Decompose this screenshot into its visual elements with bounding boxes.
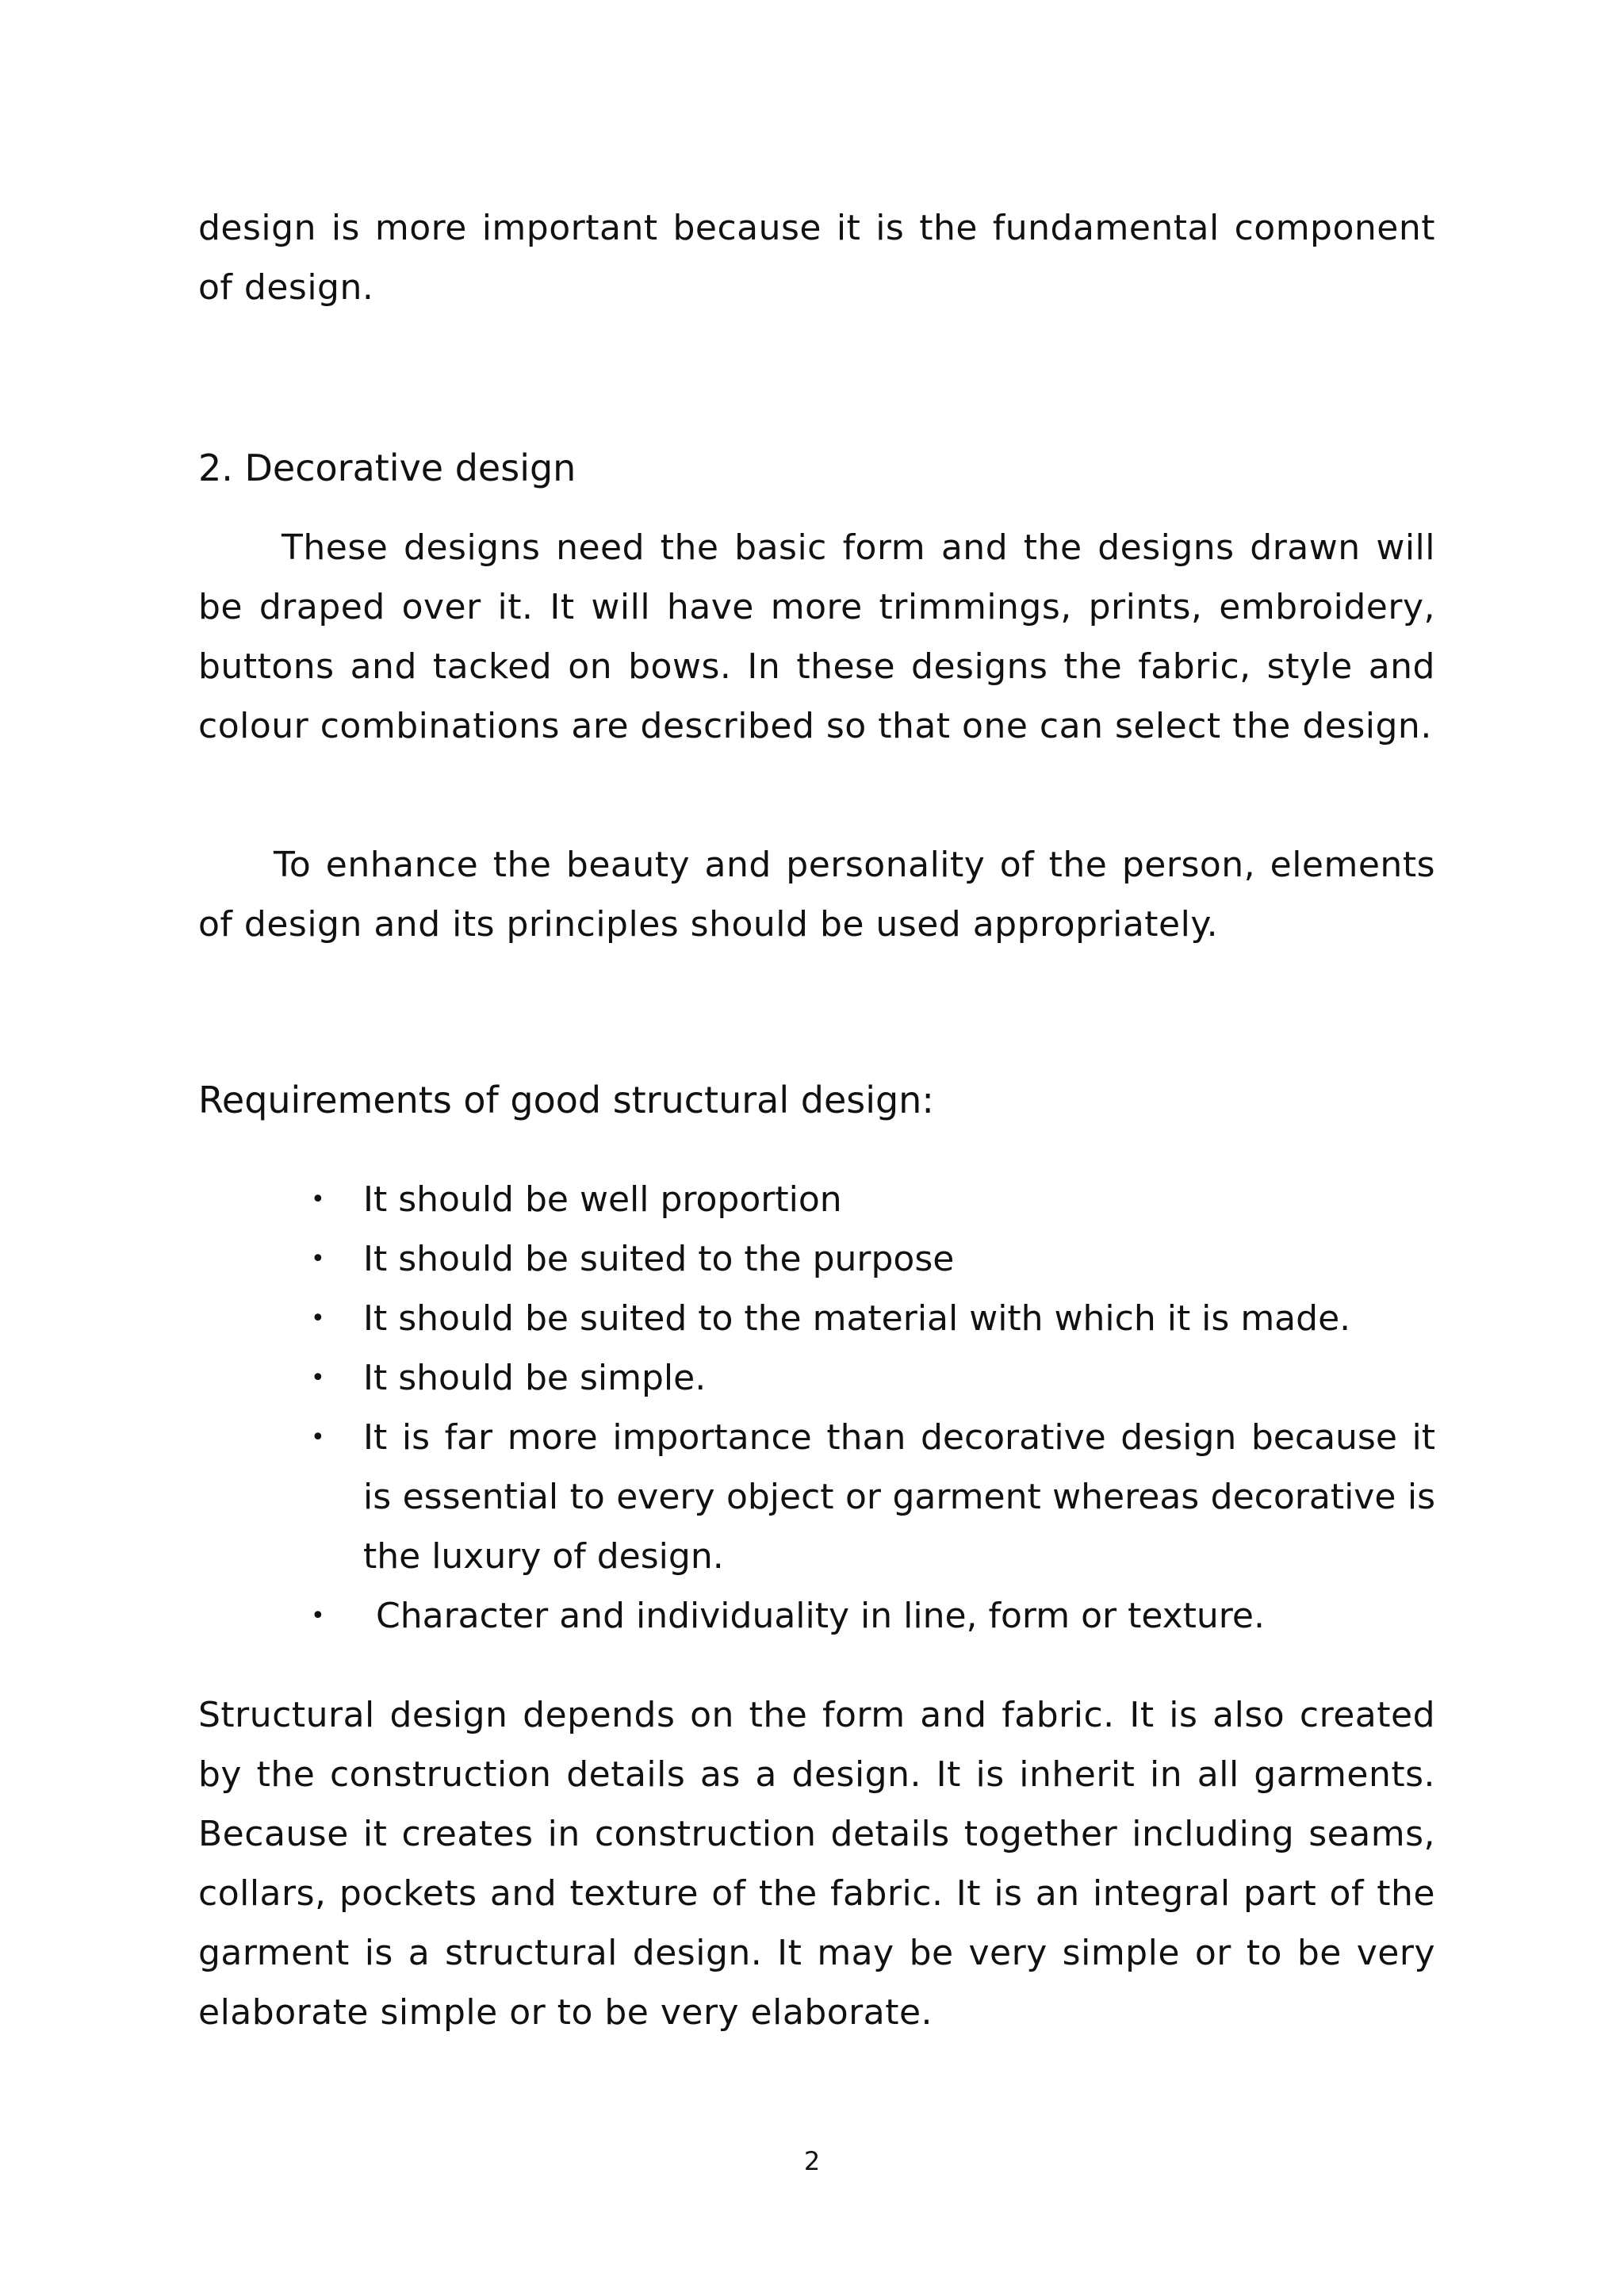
bullet-icon: •: [311, 1424, 325, 1451]
list-item: [198, 1229, 1435, 1289]
bullet-icon: •: [311, 1186, 325, 1213]
list-item-text: It should be simple.: [363, 1358, 707, 1398]
requirements-heading-colon: :: [921, 1079, 934, 1121]
list-item: [198, 1586, 1435, 1646]
requirements-heading-text: Requirements of good structural design: [198, 1079, 922, 1121]
structural-design-paragraph: Structural design depends on the form and fabric. It is also created by the construction details as a design. It is inherit in all garments. Because it creates in construction details together including seams, collars, pockets and texture of the fabric. It is an integral part of the garment is a structural design. It may be very simple or to be very elaborate simple or to be very elaborate.: [198, 1695, 1435, 2033]
list-item-text: It should be well proportion: [363, 1179, 842, 1220]
bullet-icon: •: [311, 1305, 325, 1332]
list-item: [198, 1348, 1435, 1408]
enhance-beauty-paragraph: To enhance the beauty and personality of the person, elements of design and its principles should be used appropriately.: [198, 845, 1435, 945]
list-item-text: It is far more importance than decorative design because it is essential to every object or garment whereas decorative is the luxury of design.: [363, 1417, 1435, 1577]
list-item: [198, 1289, 1435, 1348]
decorative-design-heading: 2. Decorative design: [198, 447, 576, 489]
list-item-text: It should be suited to the material with which it is made.: [363, 1298, 1351, 1339]
list-item-text: Character and individuality in line, form or texture.: [376, 1596, 1265, 1636]
list-item: [198, 1170, 1435, 1229]
list-item-text: It should be suited to the purpose: [363, 1239, 955, 1279]
page-number: 2: [803, 2146, 821, 2176]
intro-paragraph: design is more important because it is the fundamental component of design.: [198, 208, 1435, 308]
requirements-list: [198, 1170, 1435, 1646]
bullet-icon: •: [311, 1364, 325, 1392]
decorative-design-paragraph: These designs need the basic form and the designs drawn will be draped over it. It will have more trimmings, prints, embroidery, buttons and tacked on bows. In these designs the fabric, style and colour combinations are described so that one can select the design.: [198, 527, 1435, 746]
list-item: [198, 1408, 1435, 1586]
requirements-heading: [198, 1071, 1435, 1130]
bullet-icon: •: [311, 1245, 325, 1273]
bullet-icon: •: [311, 1602, 325, 1630]
